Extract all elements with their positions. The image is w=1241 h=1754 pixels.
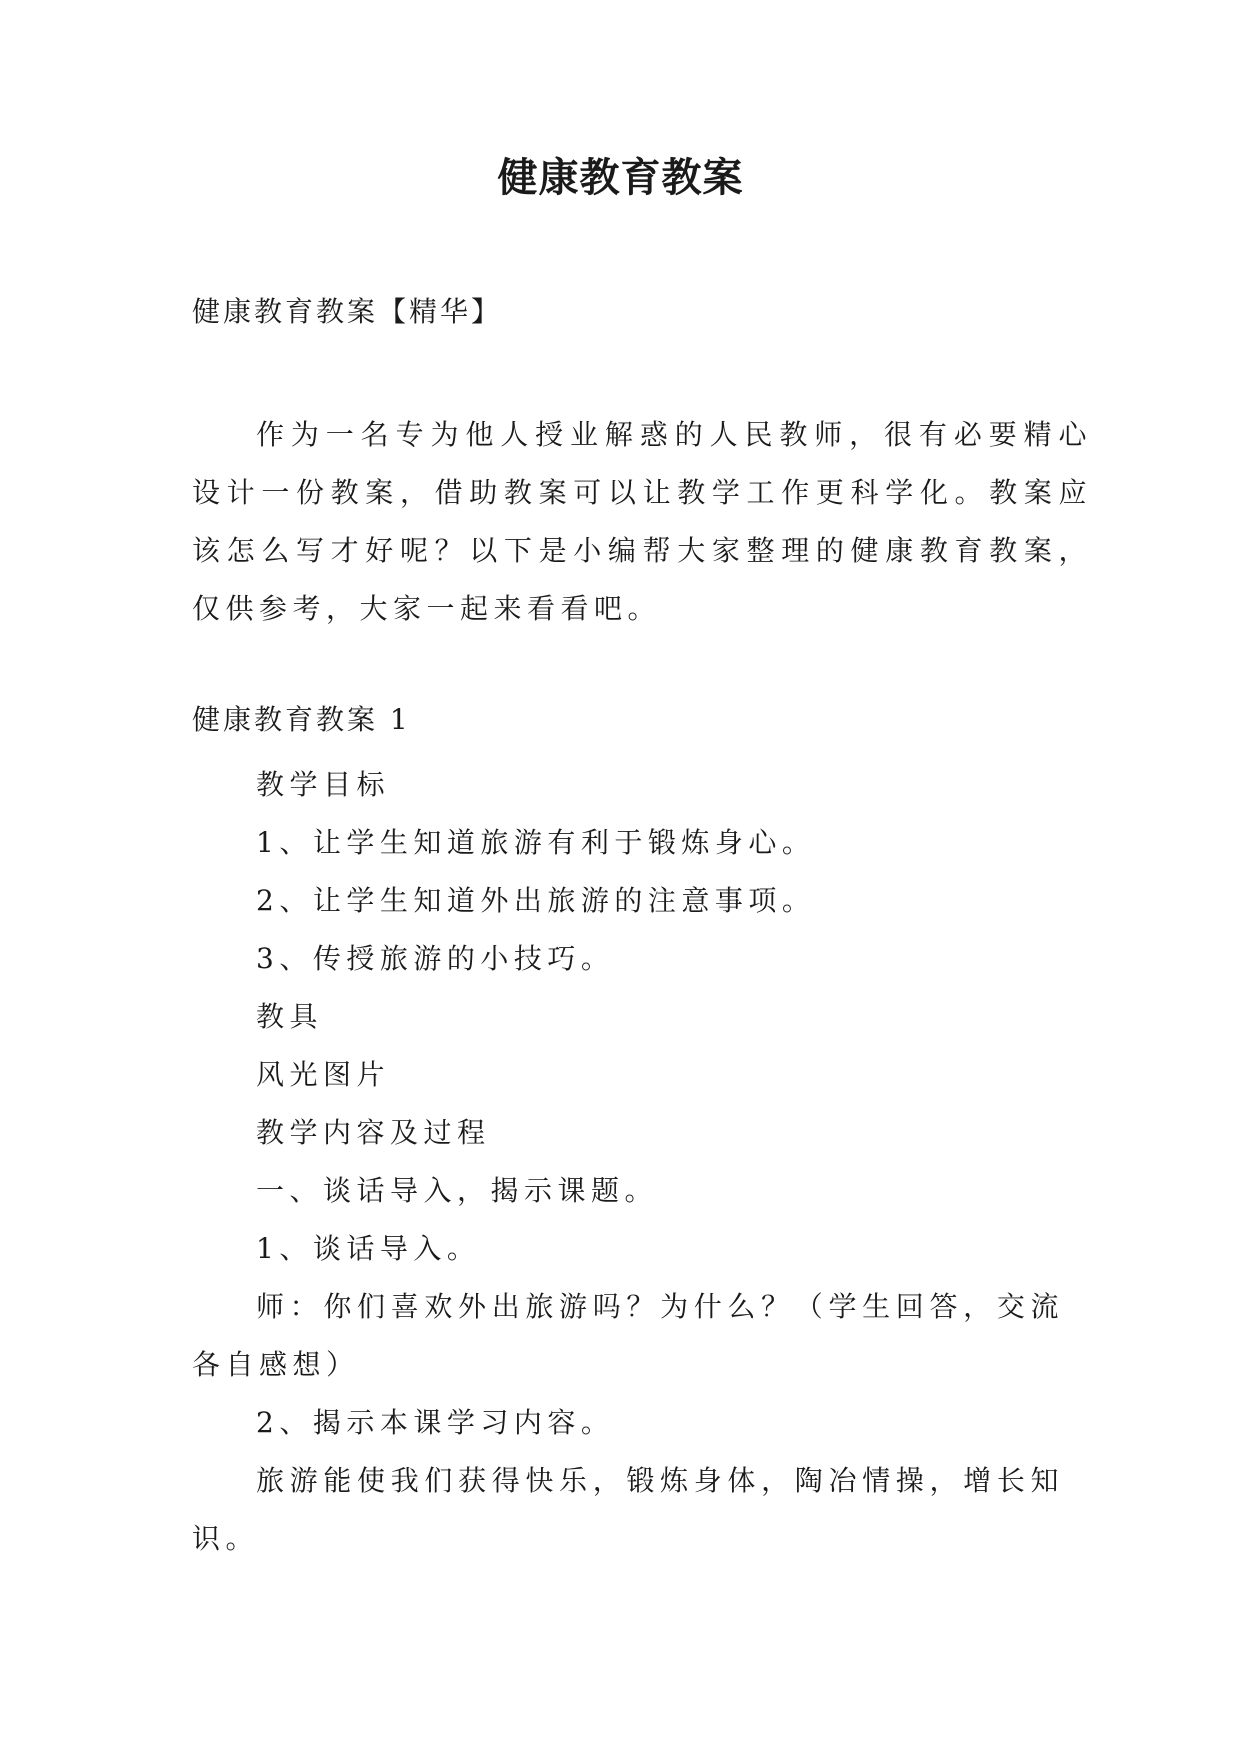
- document-subtitle: 健康教育教案【精华】: [192, 295, 503, 328]
- paragraph-teaching-goals: 教学目标: [256, 768, 391, 801]
- paragraph-teacher-question: 师：你们喜欢外出旅游吗？为什么？（学生回答，交流各自感想）: [192, 1290, 1064, 1381]
- intro-paragraph: 作为一名专为他人授业解惑的人民教师，很有必要精心设计一份教案，借助教案可以让教学工作更科学化。教案应该怎么写才好呢？以下是小编帮大家整理的健康教育教案，仅供参考，大家一起来看看吧。: [192, 418, 1092, 625]
- paragraph-content-process: 教学内容及过程: [256, 1116, 491, 1149]
- paragraph-travel-benefits: 旅游能使我们获得快乐，锻炼身体，陶冶情操，增长知识。: [192, 1464, 1064, 1555]
- paragraph-scenery-pictures: 风光图片: [256, 1058, 391, 1091]
- paragraph-goal-3: 3、传授旅游的小技巧。: [256, 942, 615, 975]
- paragraph-step-1-1: 1、谈话导入。: [256, 1232, 481, 1265]
- paragraph-goal-1: 1、让学生知道旅游有利于锻炼身心。: [256, 826, 816, 859]
- paragraph-step-1: 一、谈话导入，揭示课题。: [256, 1174, 659, 1207]
- document-title: 健康教育教案: [497, 154, 744, 201]
- section-heading: 健康教育教案 1: [192, 703, 411, 736]
- paragraph-goal-2: 2、让学生知道外出旅游的注意事项。: [256, 884, 816, 917]
- lesson-body: [192, 756, 1064, 1568]
- paragraph-teaching-aids: 教具: [256, 1000, 324, 1033]
- paragraph-step-1-2: 2、揭示本课学习内容。: [256, 1406, 615, 1439]
